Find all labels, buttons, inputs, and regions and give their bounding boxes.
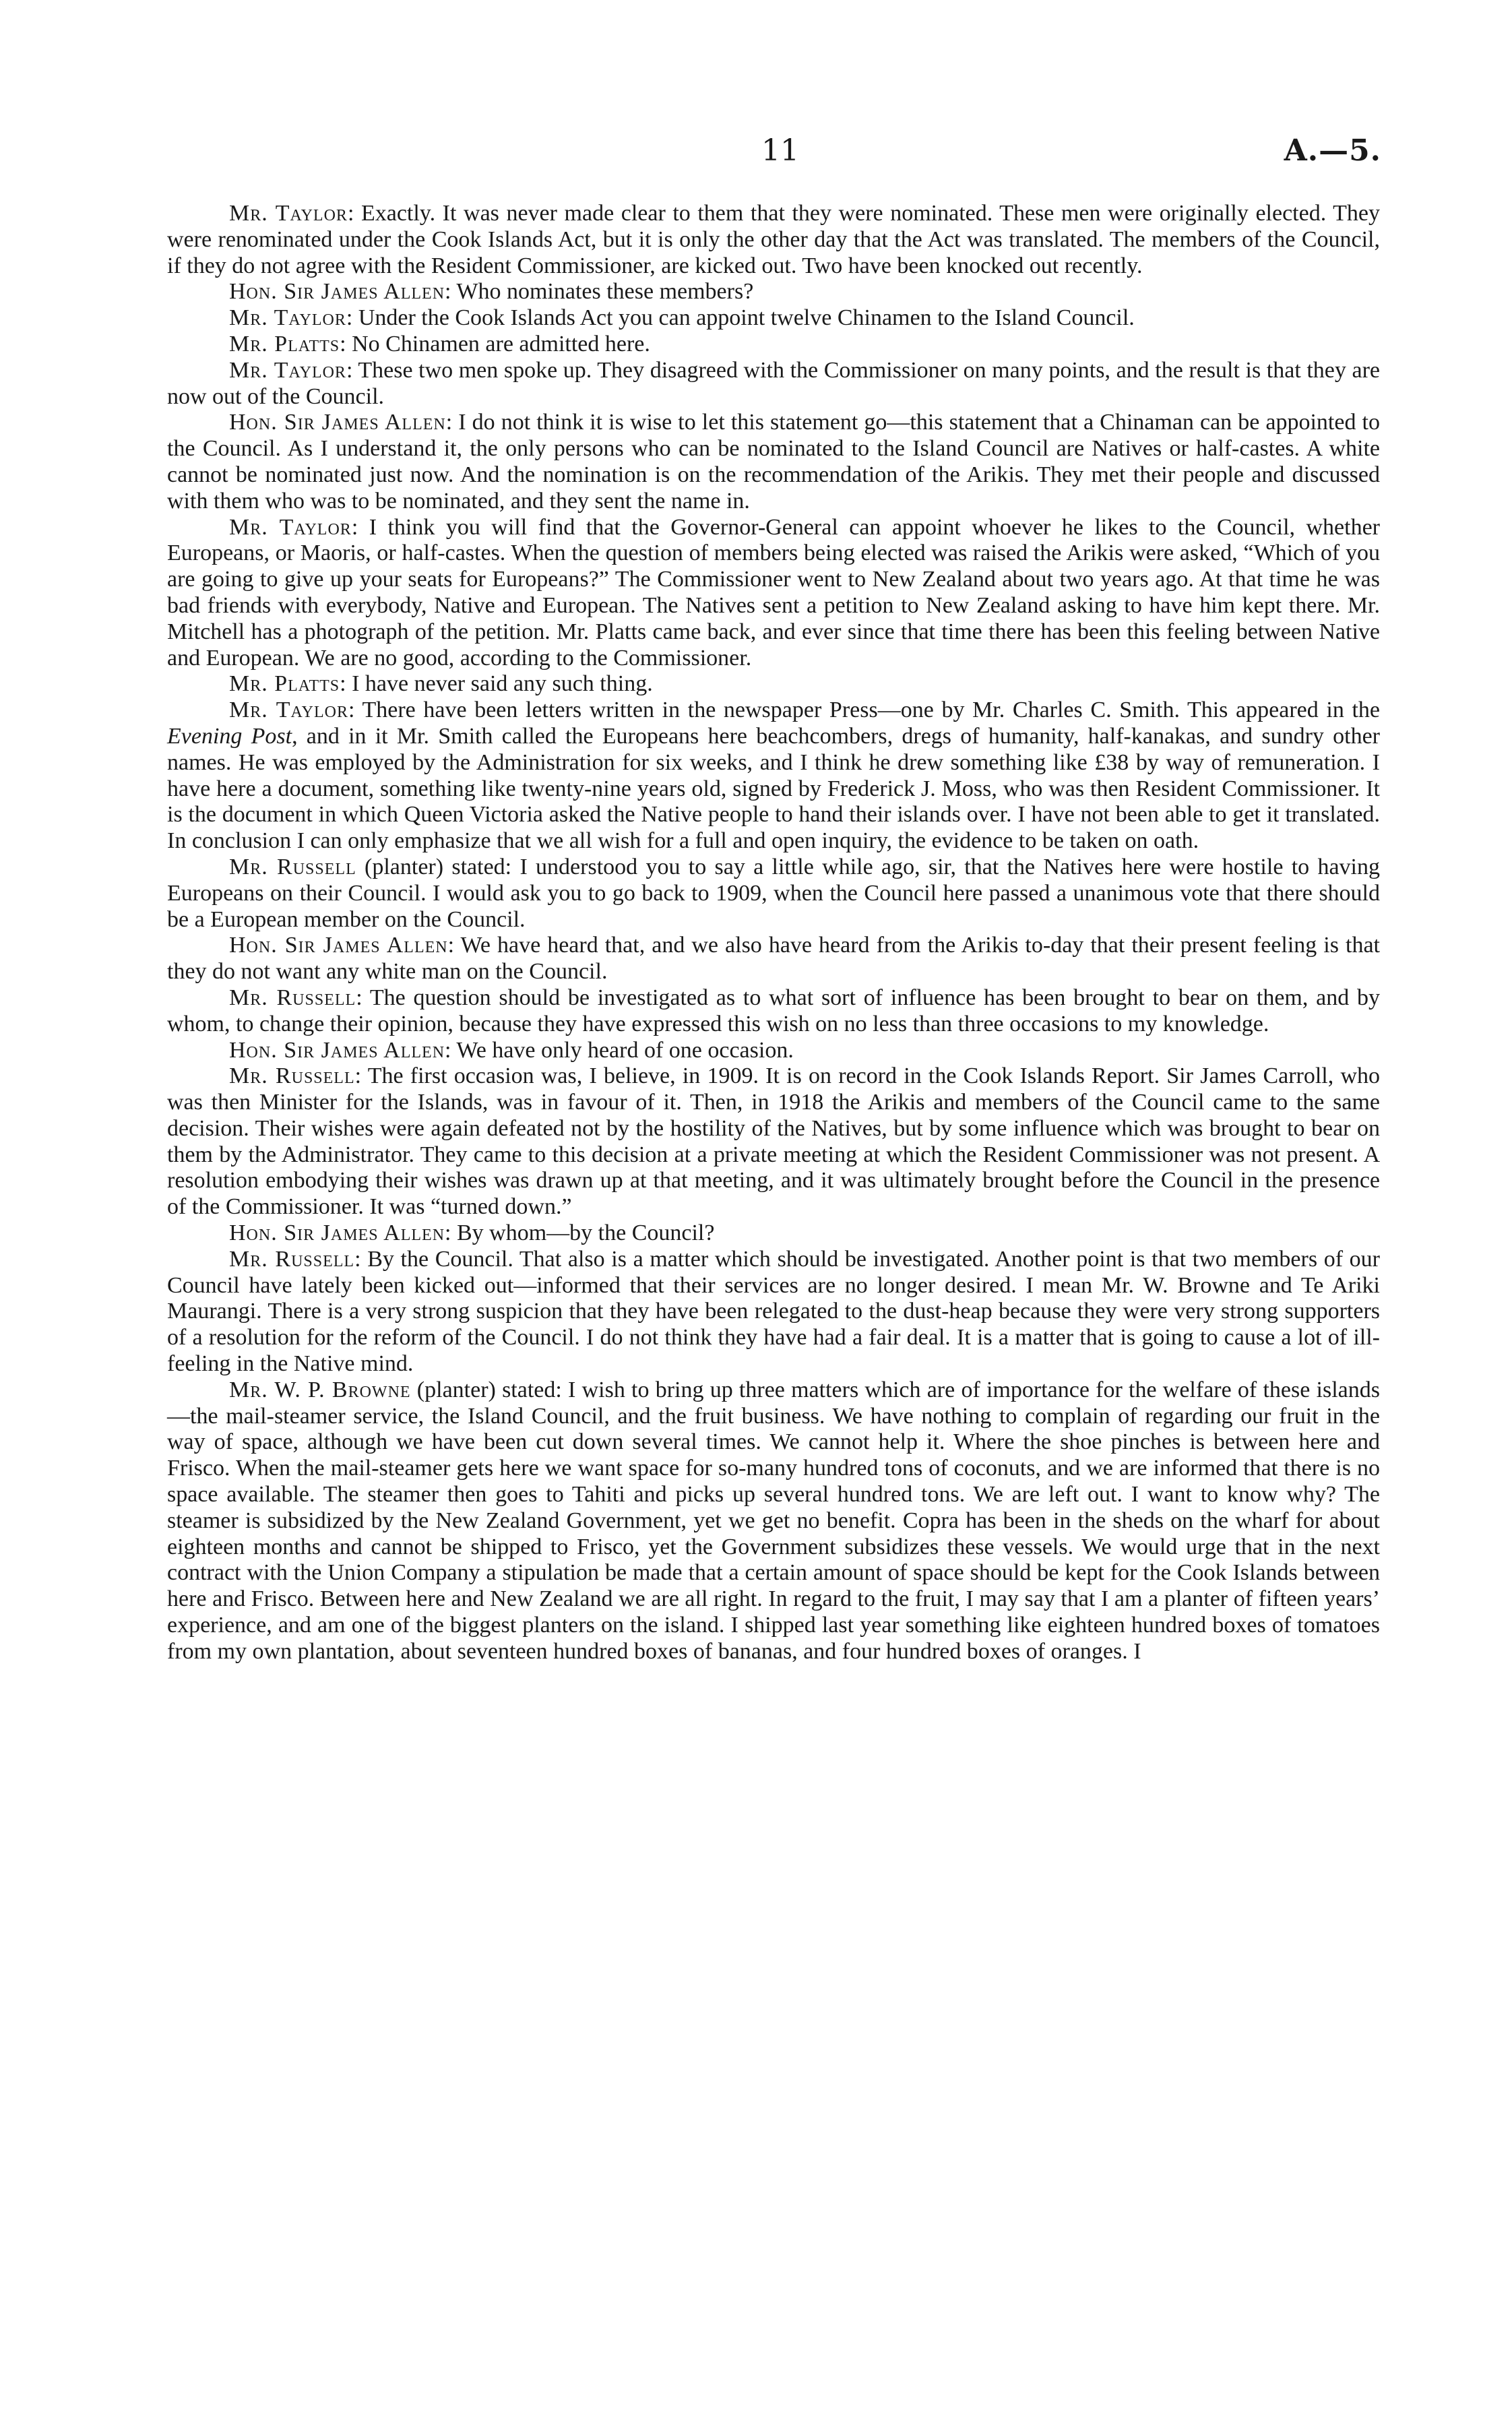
- speaker-separator: :: [346, 357, 358, 383]
- speaker-name: Mr. Platts: [229, 331, 340, 356]
- paragraph: [167, 410, 1380, 514]
- speaker-separator: :: [445, 279, 457, 305]
- paragraph-text: I think you will find that the Governor-General can appoint whoever he likes to the Council, whether Europeans, or Maoris, or half-castes. When the question of members being elected was raised the Arikis were asked, “Which of you are going to give up your seats for Europeans?” The Commissioner went to New Zealand about two years ago. At that time he was bad friends with everybody, Native and European. The Natives sent a petition to New Zealand asking to have him kept there. Mr. Mitchell has a photograph of the petition. Mr. Platts came back, and ever since that time there has been this feeling between Native and European. We are no good, according to the Commissioner.: [167, 514, 1380, 671]
- paragraph: [167, 1063, 1380, 1220]
- speaker-separator: (planter) stated:: [410, 1377, 569, 1402]
- paragraph-text: By whom—by the Council?: [456, 1220, 715, 1246]
- speaker-separator: :: [356, 985, 370, 1010]
- page-header: [168, 133, 1395, 174]
- speaker-name: Mr. Taylor: [229, 697, 348, 723]
- paragraph-text: No Chinamen are admitted here.: [352, 331, 650, 356]
- paragraph: [167, 358, 1380, 410]
- paragraph: [167, 515, 1380, 672]
- speaker-name: Mr. Taylor: [229, 305, 346, 331]
- paragraph-text: I understood you to say a little while ago, sir, that the Natives here were hostile to having Europeans on their Council. I would ask you to go back to 1909, when the Council here passed a unanimous vote that there should be a European member on the Council.: [167, 854, 1380, 932]
- speaker-name: Mr. Taylor: [229, 357, 346, 383]
- paragraph-text: Exactly. It was never made clear to them that they were nominated. These men were originally elected. They were renominated under the Cook Islands Act, but it is only the other day that the Act was translated. The members of the Council, if they do not agree with the Resident Commissioner, are kicked out. Two have been knocked out recently.: [167, 201, 1381, 278]
- paragraph-text: We have only heard of one occasion.: [456, 1037, 794, 1063]
- speaker-name: Hon. Sir James Allen: [229, 1220, 445, 1246]
- newspaper-title: Evening Post: [167, 723, 292, 749]
- paragraph-text: By the Council. That also is a matter which should be investigated. Another point is that two members of our Council have lately been kicked out—informed that their services are no longer desired. I mean Mr. W. Browne and Te Ariki Maurangi. There is a very strong suspicion that they have been relegated to the dust-heap because they were very strong supporters of a resolution for the reform of the Council. I do not think they have had a fair deal. It is a matter that is going to cause a lot of ill-feeling in the Native mind.: [167, 1246, 1380, 1377]
- speaker-name: Mr. Taylor: [229, 201, 348, 226]
- document-code: A.—5.: [1284, 133, 1381, 168]
- speaker-separator: :: [354, 1063, 368, 1089]
- speaker-separator: :: [340, 331, 352, 356]
- speaker-name: Mr. W. P. Browne: [229, 1377, 411, 1402]
- paragraph-text: There have been letters written in the newspaper Press—one by Mr. Charles C. Smith. This appeared in the: [362, 697, 1380, 723]
- paragraph-text: , and in it Mr. Smith called the Europeans here beachcombers, dregs of humanity, half-kanakas, and sundry other names. He was employed by the Administration for six weeks, and I think he drew something like £38 by way of remuneration. I have here a document, something like twenty-nine years old, signed by Frederick J. Moss, who was then Resident Commissioner. It is the document in which Queen Victoria asked the Native people to hand their islands over. I have not been able to get it translated. In conclusion I can only emphasize that we all wish for a full and open inquiry, the evidence to be taken on oath.: [167, 723, 1381, 854]
- paragraph: [167, 305, 1380, 332]
- paragraph-text: These two men spoke up. They disagreed with the Commissioner on many points, and the result is that they are now out of the Council.: [167, 357, 1380, 409]
- page-number: 11: [761, 133, 799, 168]
- speaker-separator: :: [346, 305, 358, 331]
- paragraph: [167, 201, 1380, 279]
- paragraph: [167, 332, 1380, 358]
- paragraph-text: I wish to bring up three matters which are of importance for the welfare of these islands—the mail-steamer service, the Island Council, and the fruit business. We have nothing to complain of regarding our fruit in the way of space, although we have been cut down several times. We cannot help it. Where the shoe pinches is between here and Frisco. When the mail-steamer gets here we want space for so-many hundred tons of coconuts, and we are informed that there is no space available. The steamer then goes to Tahiti and picks up several hundred tons. We are left out. I want to know why? The steamer is subsidized by the New Zealand Government, yet we get no benefit. Copra has been in the sheds on the wharf for about eighteen months and cannot be shipped to Frisco, yet the Government subsidizes these vessels. We would urge that in the next contract with the Union Company a stipulation be made that a certain amount of space should be kept for the Cook Islands between here and Frisco. Between here and New Zealand we are all right. In regard to the fruit, I may say that I am a planter of fifteen years’ experience, and am one of the biggest planters on the island. I shipped last year something like eighteen hundred boxes of tomatoes from my own plantation, about seventeen hundred boxes of bananas, and four hundred boxes of oranges. I: [167, 1377, 1380, 1664]
- speaker-name: Mr. Russell: [229, 985, 356, 1010]
- speaker-separator: :: [347, 201, 361, 226]
- speaker-separator: (planter) stated:: [356, 854, 520, 879]
- speaker-separator: :: [348, 697, 363, 723]
- paragraph: [167, 697, 1380, 855]
- speaker-name: Mr. Russell: [229, 1246, 355, 1272]
- speaker-name: Hon. Sir James Allen: [229, 1037, 445, 1063]
- paragraph: [167, 1377, 1380, 1665]
- paragraph-text: The first occasion was, I believe, in 1909. It is on record in the Cook Islands Report. Sir James Carroll, who was then Minister for the Islands, was in favour of it. Then, in 1918 the Arikis and members of the Council came to the same decision. Their wishes were again defeated not by the hostility of the Natives, but by some influence which was brought to bear on them by the Administrator. They came to this decision at a private meeting at which the Resident Commissioner was not present. A resolution embodying their wishes was drawn up at that meeting, and it was ultimately brought before the Council in the presence of the Commissioner. It was “turned down.”: [167, 1063, 1381, 1220]
- paragraph-text: Who nominates these members?: [456, 279, 754, 305]
- paragraph-text: We have heard that, and we also have heard from the Arikis to-day that their present feeling is that they do not want any white man on the Council.: [167, 933, 1380, 985]
- speaker-separator: :: [340, 671, 352, 697]
- speaker-name: Hon. Sir James Allen: [229, 933, 448, 958]
- speaker-separator: :: [351, 514, 369, 540]
- paragraph: [167, 933, 1380, 985]
- paragraph: [167, 855, 1380, 933]
- paragraph: [167, 1247, 1380, 1377]
- paragraph-text: I have never said any such thing.: [352, 671, 653, 697]
- paragraph-text: I do not think it is wise to let this statement go—this statement that a Chinaman can be appointed to the Council. As I understand it, the only persons who can be nominated to the Island Council are Natives or half-castes. A white cannot be nominated just now. And the nomination is on the recommendation of the Arikis. They met their people and discussed with them who was to be nominated, and they sent the name in.: [167, 410, 1380, 514]
- paragraph-text: Under the Cook Islands Act you can appoint twelve Chinamen to the Island Council.: [358, 305, 1135, 331]
- speaker-name: Hon. Sir James Allen: [229, 279, 445, 305]
- paragraph: [167, 1038, 1380, 1064]
- paragraph: [167, 985, 1380, 1038]
- paragraph: [167, 279, 1380, 305]
- speaker-name: Mr. Russell: [229, 854, 356, 879]
- speaker-name: Hon. Sir James Allen: [229, 410, 446, 435]
- speaker-separator: :: [447, 933, 461, 958]
- transcript-body: [167, 201, 1380, 1665]
- speaker-separator: :: [354, 1246, 368, 1272]
- speaker-name: Mr. Taylor: [229, 514, 352, 540]
- speaker-separator: :: [445, 1220, 457, 1246]
- paragraph: [167, 1220, 1380, 1247]
- speaker-name: Mr. Russell: [229, 1063, 355, 1089]
- speaker-name: Mr. Platts: [229, 671, 340, 697]
- speaker-separator: :: [445, 410, 459, 435]
- paragraph-text: The question should be investigated as to what sort of influence has been brought to bear on them, and by whom, to change their opinion, because they have expressed this wish on no less than three occasions to my knowledge.: [167, 985, 1380, 1036]
- speaker-separator: :: [445, 1037, 457, 1063]
- paragraph: [167, 671, 1380, 697]
